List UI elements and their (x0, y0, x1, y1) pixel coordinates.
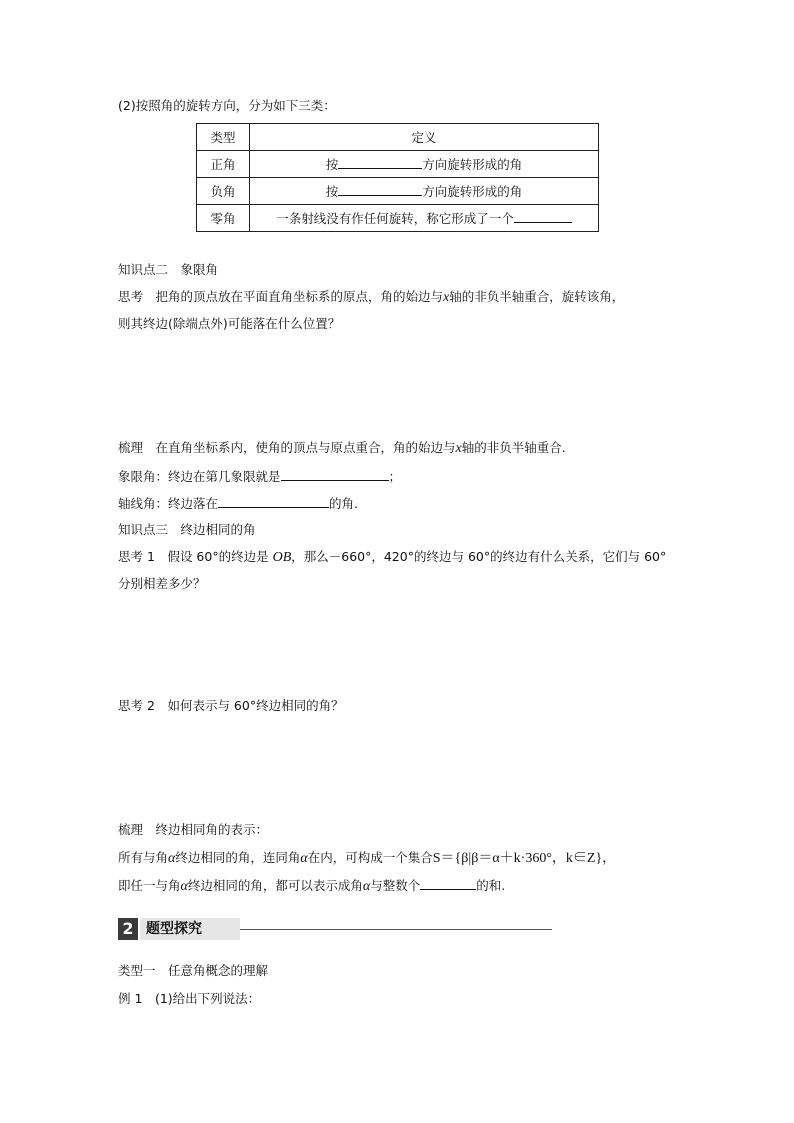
kp3-think1-line1: 思考 1 假设 60°的终边是 OB，那么－660°，420°的终边与 60°的终边有什么关系，它们与 60° (118, 549, 667, 565)
row-definition: 按 方向旋转形成的角 (250, 151, 599, 178)
row-definition: 一条射线没有作任何旋转，称它形成了一个 (250, 205, 599, 232)
kp2-think-line2: 则其终边(除端点外)可能落在什么位置？ (118, 316, 341, 331)
table-header-row (197, 124, 599, 151)
table-row (197, 151, 599, 178)
fill-blank (514, 210, 572, 223)
section-title: 题型探究 (140, 918, 240, 940)
quadrant-angle-line: 象限角：终边在第几象限就是 ； (118, 469, 402, 484)
fill-blank (281, 468, 389, 481)
kp2-title: 知识点二 象限角 (118, 262, 219, 277)
row-type: 负角 (197, 178, 250, 205)
kp3-summary-line2: 即任一与角α终边相同的角，都可以表示成角α与整数个 的和. (118, 878, 506, 894)
axis-angle-line: 轴线角：终边落在 的角. (118, 496, 358, 511)
table-row (197, 178, 599, 205)
example1: 例 1 (1)给出下列说法： (118, 991, 261, 1006)
fill-blank (338, 183, 422, 196)
row-definition: 按 方向旋转形成的角 (250, 178, 599, 205)
kp3-think2: 思考 2 如何表示与 60°终边相同的角？ (118, 698, 344, 713)
kp3-summary-title: 梳理 终边相同角的表示： (118, 822, 269, 837)
kp3-summary-line1: 所有与角α终边相同的角，连同角α在内，可构成一个集合S＝{β|β＝α＋k·360°，k∈Z}， (118, 850, 617, 866)
header-definition: 定义 (250, 124, 599, 151)
angle-type-table (196, 123, 599, 232)
section-number: 2 (118, 918, 138, 940)
fill-blank (218, 495, 329, 508)
section-divider (240, 929, 552, 930)
type1-title: 类型一 任意角概念的理解 (118, 963, 269, 978)
kp2-summary: 梳理 在直角坐标系内，使角的顶点与原点重合，角的始边与x轴的非负半轴重合. (118, 440, 566, 456)
row-type: 正角 (197, 151, 250, 178)
kp3-think1-line2: 分别相差多少？ (118, 576, 206, 591)
kp2-think-line1: 思考 把角的顶点放在平面直角坐标系的原点，角的始边与x轴的非负半轴重合，旋转该角， (118, 289, 625, 305)
row-type: 零角 (197, 205, 250, 232)
intro-text: (2)按照角的旋转方向，分为如下三类： (118, 98, 336, 113)
table-row (197, 205, 599, 232)
fill-blank (338, 156, 422, 169)
kp3-title: 知识点三 终边相同的角 (118, 522, 256, 537)
fill-blank (420, 877, 476, 890)
header-type: 类型 (197, 124, 250, 151)
